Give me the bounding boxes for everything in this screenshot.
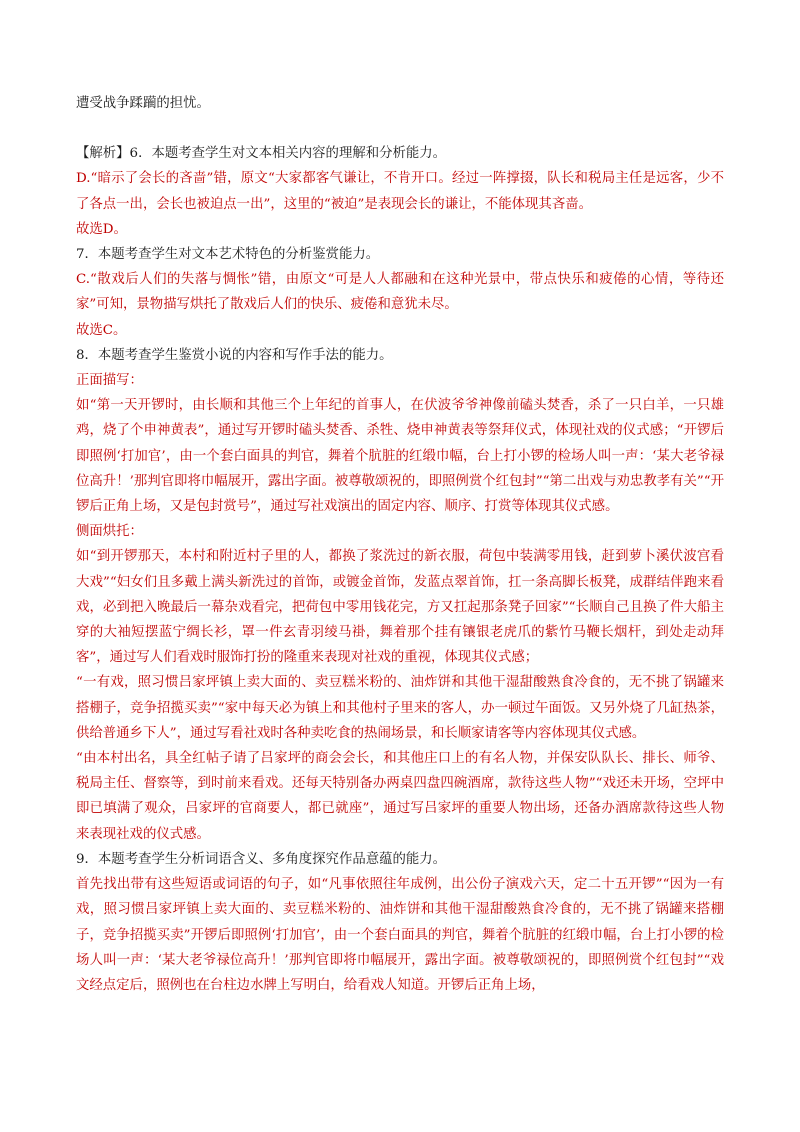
analysis-q7-explanation: C.“散戏后人们的失落与惆怅”错，由原文“可是人人都融和在这种光景中，带点快乐和疲倦的心情，等待还家”可知，景物描写烘托了散戏后人们的快乐、疲倦和意犹未尽。 [76,272,724,313]
analysis-q8-indirect-food: “一有戏，照习惯吕家坪镇上卖大面的、卖豆糕米粉的、油炸饼和其他干湿甜酸熟食冷食的，无不挑了锅罐来搭棚子，竞争招揽买卖”“家中每天必为镇上和其他村子里来的客人，办一顿过午面饭。又另外烧了几缸热茶，供给普通乡下人”，通过写看社戏时各种卖吃食的热闹场景，和长顺家请客等内容体现其仪式感。 [76,675,724,741]
analysis-q6-answer: 故选D。 [76,221,127,237]
analysis-q7-heading: 7．本题考查学生对文本艺术特色的分析鉴赏能力。 [76,247,380,263]
analysis-q8-indirect-guests: “由本村出名，具全红帖子请了吕家坪的商会会长，和其他庄口上的有名人物，并保安队队长、排长、师爷、税局主任、督察等，到时前来看戏。还每天特别备办两桌四盘四碗酒席，款待这些人物”“戏还未开场，空坪中即已填满了观众，吕家坪的官商要人，都已就座”，通过写吕家坪的重要人物出场，还备办酒席款待这些人物来表现社戏的仪式感。 [76,751,724,842]
document-body [76,91,724,998]
analysis-q6-heading: 【解析】6．本题考查学生对文本相关内容的理解和分析能力。 [76,146,447,162]
analysis-q6-explanation: D.“暗示了会长的吝啬”错，原文“大家都客气谦让，不肯开口。经过一阵撑掇，队长和税局主任是远客，少不了各点一出，会长也被迫点一出”，这里的“被迫”是表现会长的谦让，不能体现其吝啬。 [76,171,724,212]
analysis-q7-answer: 故选C。 [76,322,127,338]
paragraph-gap [76,116,724,141]
analysis-q9-heading: 9．本题考查学生分析词语含义、多角度探究作品意蕴的能力。 [76,851,447,867]
analysis-q8-indirect-clothing: 如“到开锣那天，本村和附近村子里的人，都换了浆洗过的新衣服，荷包中装满零用钱，赶到萝卜溪伏波宫看大戏”“妇女们且多戴上满头新洗过的首饰，或镀金首饰，发蓝点翠首饰，扛一条高脚长板凳，成群结伴跑来看戏，必到把入晚最后一幕杂戏看完，把荷包中零用钱花完，方又扛起那条凳子回家”“长顺自己且换了件大船主穿的大袖短摆蓝宁绸长衫，罩一件玄青羽绫马褂，舞着那个挂有镶银老虎爪的紫竹马鞭长烟杆，到处走动拜客”，通过写人们看戏时服饰打扮的隆重来表现对社戏的重视，体现其仪式感； [76,549,724,666]
analysis-q8-heading: 8．本题考查学生鉴赏小说的内容和写作手法的能力。 [76,347,393,363]
analysis-q9-explanation: 首先找出带有这些短语或词语的句子，如“凡事依照往年成例，出公份子演戏六天，定二十五开锣”“因为一有戏，照习惯吕家坪镇上卖大面的、卖豆糕米粉的、油炸饼和其他干湿甜酸熟食冷食的，无不挑了锅罐来搭棚子，竞争招揽买卖”开锣后即照例‘打加官’，由一个套白面具的判官，舞着个肮脏的红缎巾幅，台上打小锣的检场人叫一声：‘某大老爷禄位高升！’那判官即将巾幅展开，露出字面。被尊敬颂祝的，即照例赏个红包封”“戏文经点定后，照例也在台柱边水牌上写明白，给看戏人知道。开锣后正角上场， [76,877,724,993]
analysis-q8-direct-label: 正面描写： [76,373,143,389]
analysis-q8-indirect-label: 侧面烘托： [76,524,143,540]
paragraph-war-worry: 遭受战争蹂躏的担忧。 [76,96,210,111]
analysis-q8-direct-text: 如“第一天开锣时，由长顺和其他三个上年纪的首事人，在伏波爷爷神像前磕头焚香，杀了一只白羊，一只雄鸡，烧了个申神黄表”，通过写开锣时磕头焚香、杀牲、烧申神黄表等祭拜仪式，体现社戏的仪式感；“开锣后即照例‘打加官’，由一个套白面具的判官，舞着个肮脏的红缎巾幅，台上打小锣的检场人叫一声：‘某大老爷禄位高升！’那判官即将巾幅展开，露出字面。被尊敬颂祝的，即照例赏个红包封”“第二出戏与劝忠教孝有关”“开锣后正角上场，又是包封赏号”，通过写社戏演出的固定内容、顺序、打赏等体现其仪式感。 [76,398,724,515]
